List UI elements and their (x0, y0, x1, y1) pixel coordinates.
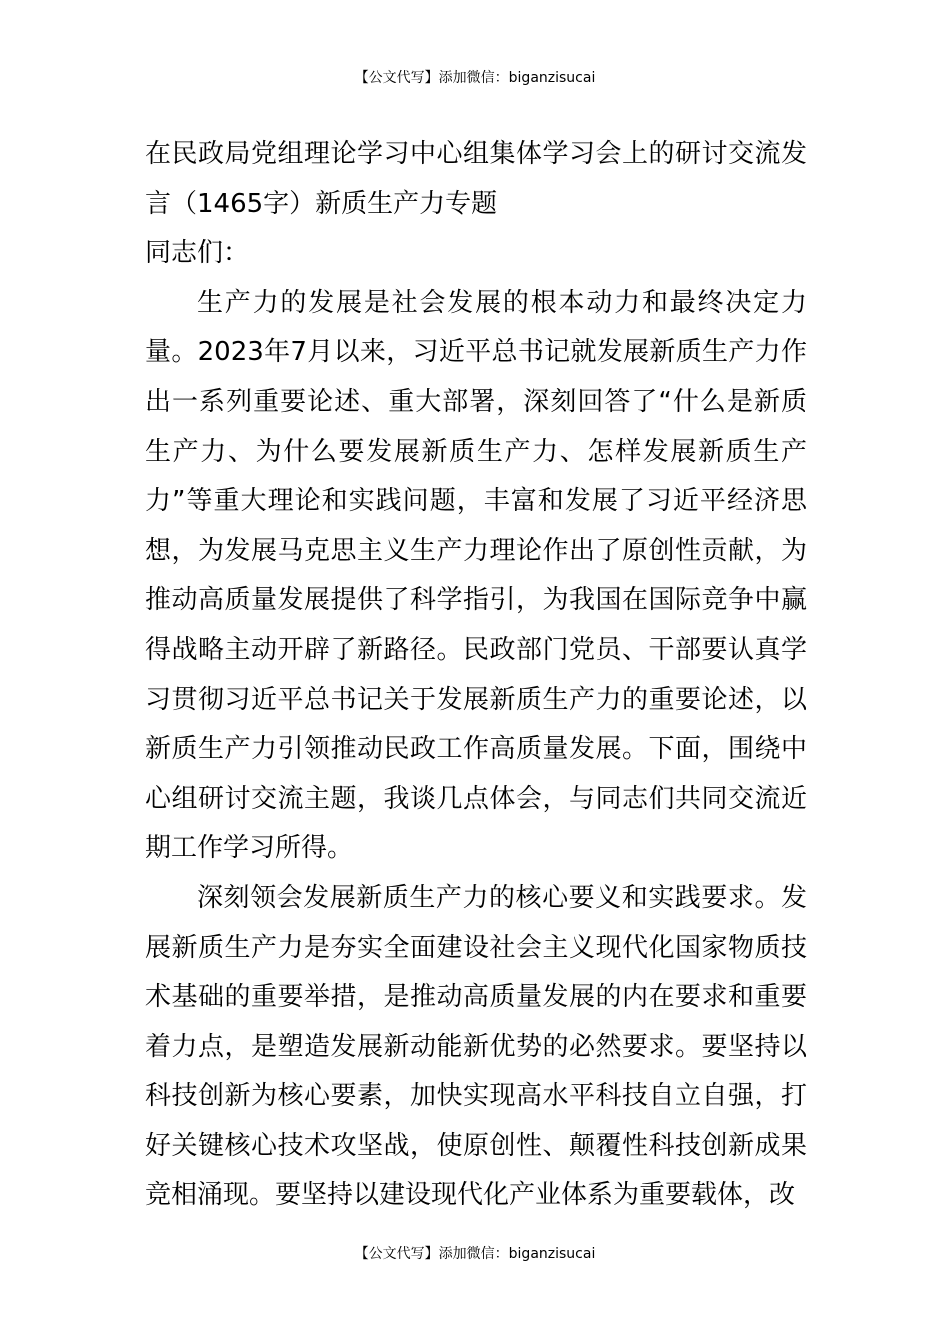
document-body (145, 130, 807, 1221)
paragraph-2: 深刻领会发展新质生产力的核心要义和实践要求。发展新质生产力是夯实全面建设社会主义现代化国家物质技术基础的重要举措，是推动高质量发展的内在要求和重要着力点，是塑造发展新动能新优势的必然要求。要坚持以科技创新为核心要素，加快实现高水平科技自立自强，打好关键核心技术攻坚战，使原创性、颠覆性科技创新成果竞相涌现。要坚持以建设现代化产业体系为重要载体，改 (145, 882, 807, 1211)
salutation: 同志们： (145, 238, 250, 269)
page-footer: 【公文代写】添加微信：biganzisucai (354, 1246, 596, 1262)
page-header: 【公文代写】添加微信：biganzisucai (354, 70, 596, 86)
paragraph-1: 生产力的发展是社会发展的根本动力和最终决定力量。2023年7月以来，习近平总书记就发展新质生产力作出一系列重要论述、重大部署，深刻回答了“什么是新质生产力、为什么要发展新质生产力、怎样发展新质生产力”等重大理论和实践问题，丰富和发展了习近平经济思想，为发展马克思主义生产力理论作出了原创性贡献，为推动高质量发展提供了科学指引，为我国在国际竞争中赢得战略主动开辟了新路径。民政部门党员、干部要认真学习贯彻习近平总书记关于发展新质生产力的重要论述，以新质生产力引领推动民政工作高质量发展。下面，围绕中心组研讨交流主题，我谈几点体会，与同志们共同交流近期工作学习所得。 (145, 287, 807, 864)
document-title: 在民政局党组理论学习中心组集体学习会上的研讨交流发言（1465字）新质生产力专题 (145, 139, 807, 219)
